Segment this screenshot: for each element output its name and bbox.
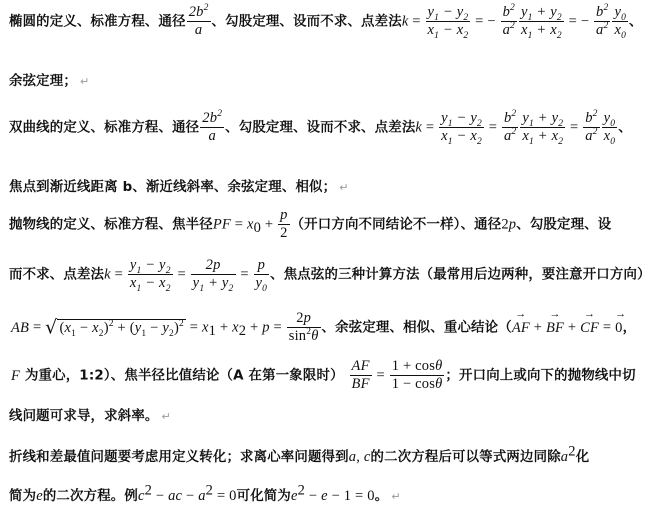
text: 为重心，1:2）、焦半径比值结论（A 在第一象限时） bbox=[24, 368, 344, 384]
line-cosine bbox=[9, 70, 89, 89]
paragraph-mark-icon: ↵ bbox=[339, 181, 349, 194]
text: ；开口向上或向下的抛物线中切 bbox=[445, 368, 636, 384]
text: 余弦定理； bbox=[9, 74, 77, 89]
text: 双曲线的定义、标准方程、通径 bbox=[9, 120, 200, 136]
line-extremum: 折线和差最值问题要考虑用定义转化；求离心率问题得到a, c的二次方程后可以等式两边同除$a^2$化 bbox=[9, 443, 590, 465]
paragraph-mark-icon: ↵ bbox=[391, 490, 401, 503]
text: 的二次方程。例 bbox=[42, 489, 138, 504]
text: 简为 bbox=[9, 489, 37, 504]
text: 、 bbox=[629, 14, 643, 30]
text: 、余弦定理、相似、重心结论（ bbox=[321, 320, 512, 336]
text: 线问题可求导，求斜率。 bbox=[9, 409, 159, 424]
text: 、勾股定理、设 bbox=[516, 217, 612, 233]
line-asymptote bbox=[9, 176, 349, 195]
text: 化 bbox=[575, 450, 590, 465]
line-tangent bbox=[9, 405, 171, 424]
line-centroid: F 为重心，1:2）、焦半径比值结论（A 在第一象限时） $\frac{AF}{BF}$ = $\frac{1 + \cos\theta}{1 - \cos\theta}$ ；开口向上或向下的抛物线中切 bbox=[11, 358, 636, 392]
paragraph-mark-icon: ↵ bbox=[161, 410, 171, 423]
formula-latus-rectum: $\frac{2b^2}{a}$ bbox=[188, 3, 209, 38]
text: 抛物线的定义、标准方程、焦半径 bbox=[9, 217, 213, 233]
line-ellipse: 椭圆的定义、标准方程、通径 $\frac{2b^2}{a}$ 、勾股定理、设而不求、点差法k = $\frac{y_1 - y_2}{x_1 - x_2}$ = − $\frac{b^2}{a^2}$ $\frac{y_1 + y_2}{x_1 + x_2}$ = − $\frac{b^2}{a^2}$ $\frac{y_0}{x_0}$ 、 bbox=[9, 3, 643, 41]
text: 、勾股定理、设而不求、点差法 bbox=[211, 14, 402, 30]
text: 而不求、点差法 bbox=[9, 267, 105, 283]
line-focal-chord: AB = √ $(x_1 - x_2)^2 + (y_1 - y_2)^2 = x_1 + x_2 + p$ = $\frac{2p}{\sin^2\theta}$ 、余弦定理、相似、重心结论（→ AF + → BF + → CF = → 0， bbox=[9, 310, 636, 345]
text: 可化简为 bbox=[236, 489, 291, 504]
formula-k: k bbox=[401, 13, 409, 30]
line-hyperbola: 双曲线的定义、标准方程、通径 $\frac{2b^2}{a}$ 、勾股定理、设而不求、点差法k = $\frac{y_1 - y_2}{x_1 - x_2}$ = $\frac{b^2}{a^2}$ $\frac{y_1 + y_2}{x_1 + x_2}$ = $\frac{b^2}{a^2}$ $\frac{y_0}{x_0}$ 、 bbox=[9, 109, 632, 147]
text: 。 bbox=[374, 489, 389, 504]
text: （开口方向不同结论不一样）、通径 bbox=[290, 217, 502, 233]
text: 、焦点弦的三种计算方法（最常用后边两种，要注意开口方向） bbox=[270, 267, 651, 283]
text: 椭圆的定义、标准方程、通径 bbox=[9, 14, 186, 30]
line-eccentricity: 简为e的二次方程。例$c^2$ − ac − $a^2 = 0$可化简为$e^2 - e - 1 = 0$。 ↵ bbox=[9, 482, 401, 504]
paragraph-mark-icon: ↵ bbox=[79, 75, 90, 88]
text: 、 bbox=[618, 120, 632, 136]
line-parabola: 抛物线的定义、标准方程、焦半径PF = $x_0$ + $\frac{p}{2}$ （开口方向不同结论不一样）、通径2p、勾股定理、设 bbox=[9, 207, 612, 241]
text: 的二次方程后可以等式两边同除 bbox=[370, 450, 561, 465]
line-point-difference: 而不求、点差法k = $\frac{y_1 - y_2}{x_1 - x_2}$ = $\frac{2p}{y_1 + y_2}$ = $\frac{p}{y_0}$ 、焦点弦的三种计算方法（最常用后边两种，要注意开口方向） bbox=[9, 257, 651, 294]
text: 焦点到渐近线距离 b、渐近线斜率、余弦定理、相似； bbox=[9, 180, 337, 195]
text: 、勾股定理、设而不求、点差法 bbox=[225, 120, 416, 136]
text: 折线和差最值问题要考虑用定义转化；求离心率问题得到 bbox=[9, 450, 349, 465]
text: ， bbox=[622, 320, 637, 336]
